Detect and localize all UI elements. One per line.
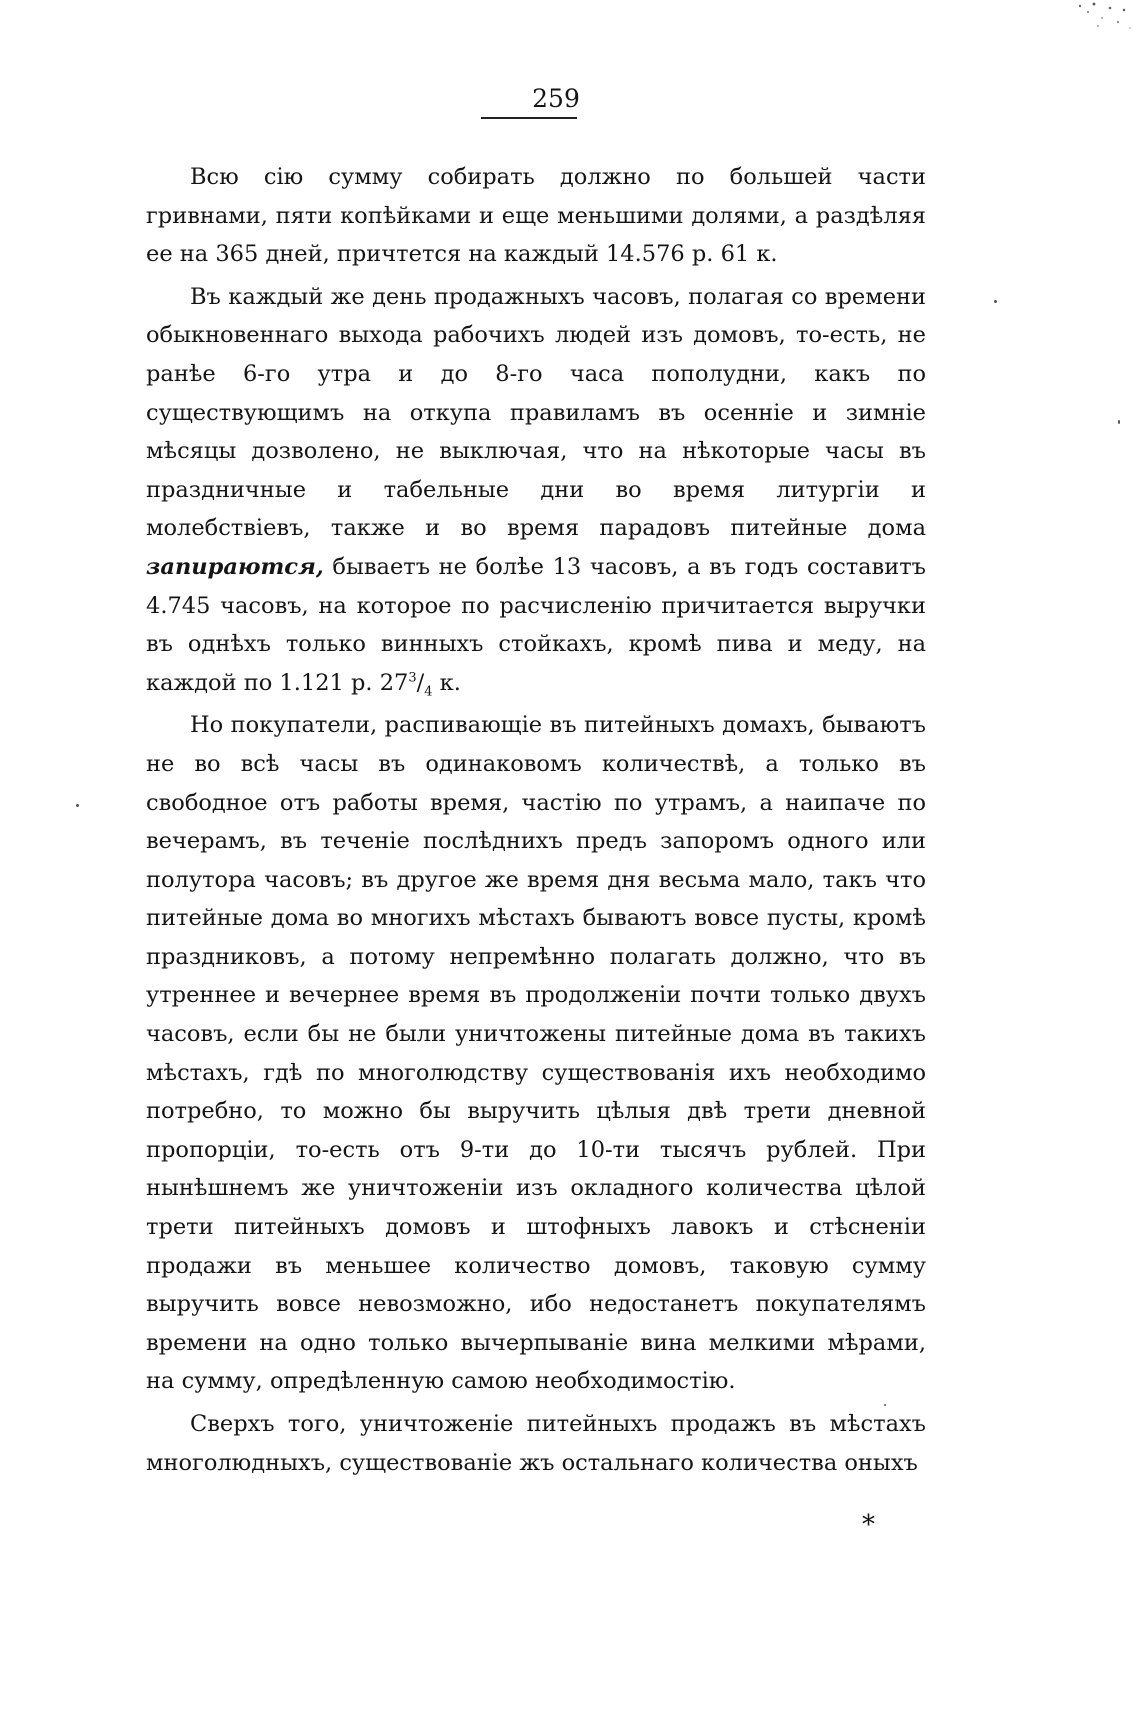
page-number: 259 [532, 84, 580, 113]
paragraph-2-text: Въ каждый же день продажныхъ часовъ, полагая со времени обыкновеннаго выхода рабочихъ людей изъ домовъ, то-есть, не ранѣе 6-го утра и до 8-го часа пополудни, какъ по существующимъ на откупа правиламъ въ осенніе и зимніе мѣсяцы дозволено, не выключая, что на нѣкоторые часы въ праздничные и табельные дни во время литургіи и молебствіевъ, также и во время парадовъ питейные дома [146, 283, 926, 542]
scan-speck [994, 300, 997, 303]
scan-speck [1118, 420, 1120, 424]
paragraph-2-end: к. [432, 669, 461, 696]
fraction-denominator: 4 [424, 684, 433, 700]
scan-noise [1060, 0, 1140, 40]
body-text [146, 158, 926, 1486]
footer-asterisk: * [862, 1510, 875, 1540]
scan-speck [76, 804, 79, 807]
paragraph-4: Сверхъ того, уничтоженіе питейныхъ продажъ въ мѣстахъ многолюдныхъ, существованіе жъ остальнаго количества оныхъ [146, 1411, 926, 1476]
page-number-rule [481, 117, 577, 119]
paragraph-3: Но покупатели, распивающіе въ питейныхъ домахъ, бываютъ не во всѣ часы въ одинаковомъ количествѣ, а только въ свободное отъ работы время, частію по утрамъ, а наипаче по вечерамъ, въ теченіе послѣднихъ предъ запоромъ одного или полутора часовъ; въ другое же время дня весьма мало, такъ что питейные дома во многихъ мѣстахъ бываютъ вовсе пусты, кромѣ праздниковъ, а потому непремѣнно полагать должно, что въ утреннее и вечернее время въ продолженіи почти только двухъ часовъ, если бы не были уничтожены питейные дома въ такихъ мѣстахъ, гдѣ по многолюдству существованія ихъ необходимо потребно, то можно бы выручить цѣлыя двѣ трети дневной пропорціи, то-есть отъ 9-ти до 10-ти тысячъ рублей. При нынѣшнемъ же уничтоженіи изъ окладного количества цѣлой трети питейныхъ домовъ и штофныхъ лавокъ и стѣсненіи продажи въ меньшее количество домовъ, таковую сумму выручить вовсе невозможно, ибо недостанетъ покупателямъ времени на одно только вычерпываніе вина мелкими мѣрами, на сумму, опредѣленную самою необходимостію. [146, 712, 926, 1395]
paragraph-2-tail: бываетъ не болѣе 13 часовъ, а въ годъ составитъ 4.745 часовъ, на которое по расчисленію причитается выручки въ однѣхъ только винныхъ стойкахъ, кромѣ пива и меду, на каждой по 1.121 р. 27 [146, 553, 926, 696]
scan-speck [884, 1404, 886, 1406]
paragraph-1: Всю сію сумму собирать должно по большей части гривнами, пяти копѣйками и еще меньшими долями, а раздѣляя ее на 365 дней, причтется на каждый 14.576 р. 61 к. [146, 164, 926, 268]
fraction-numerator: 3 [408, 670, 417, 686]
paragraph-2: Въ каждый же день продажныхъ часовъ, полагая со времени обыкновеннаго выхода рабочихъ людей изъ домовъ, то-есть, не ранѣе 6-го утра и до 8-го часа пополудни, какъ по существующимъ на откупа правиламъ въ осенніе и зимніе мѣсяцы дозволено, не выключая, что на нѣкоторые часы въ праздничные и табельные дни во время литургіи и молебствіевъ, также и во время парадовъ питейные дома запираются, бываетъ не болѣе 13 часовъ, а въ годъ составитъ 4.745 часовъ, на которое по расчисленію причитается выручки въ однѣхъ только винныхъ стойкахъ, кромѣ пива и меду, на каждой по 1.121 р. $27^3/_4$ к. [146, 283, 926, 700]
paragraph-2-italic: запираются, [146, 553, 324, 580]
